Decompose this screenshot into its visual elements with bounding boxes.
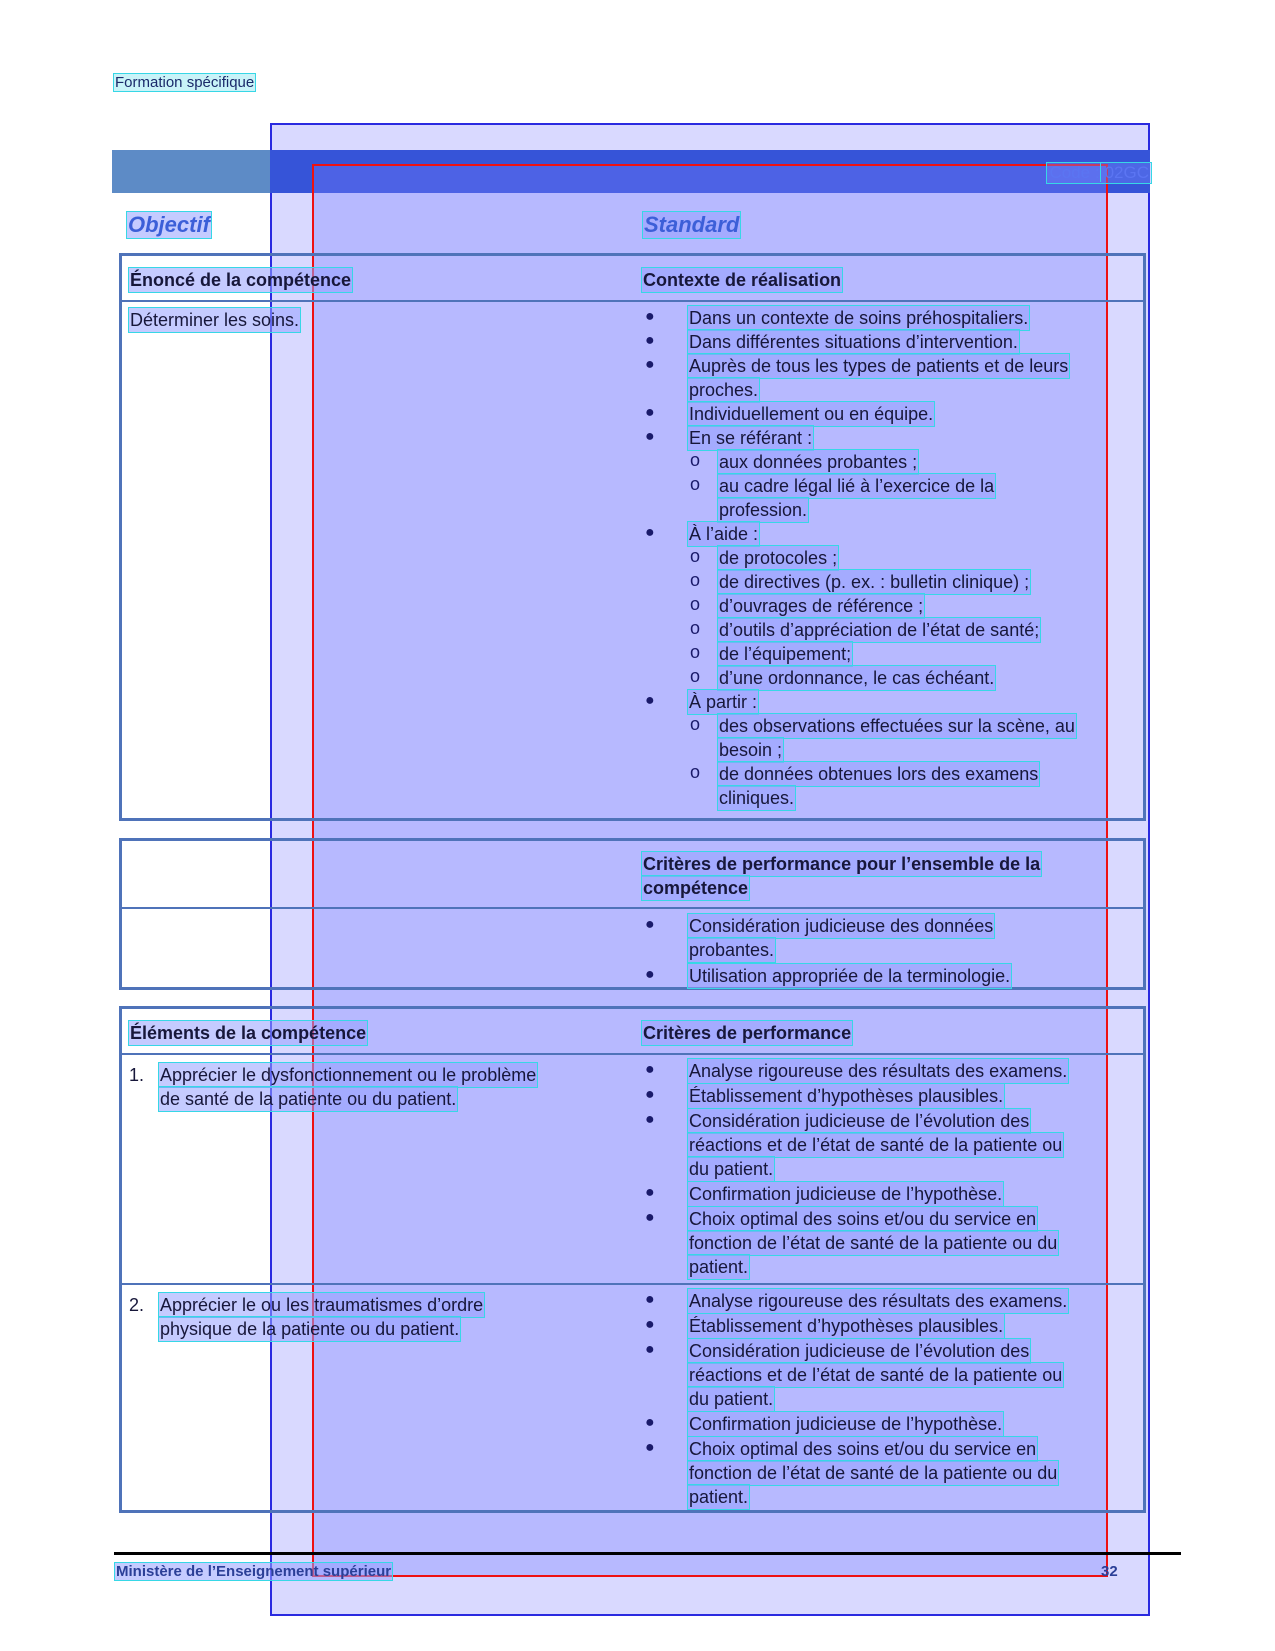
contexte-item: Dans différentes situations d’intervention. (689, 332, 1018, 352)
criterion-line: réactions et de l’état de santé de la patiente ou (689, 1135, 1063, 1155)
criterion-line: Choix optimal des soins et/ou du service en (689, 1439, 1037, 1459)
sub-bullet-icon (690, 546, 700, 567)
contexte-subitem: d’outils d’appréciation de l’état de santé; (719, 620, 1040, 640)
element-text-cont: de santé de la patiente ou du patient. (160, 1089, 457, 1109)
bullet-icon (645, 692, 655, 710)
bullet-icon (645, 356, 655, 374)
criterion-line: fonction de l’état de santé de la patiente ou du (689, 1233, 1058, 1253)
element-text: Apprécier le dysfonctionnement ou le problème (160, 1065, 537, 1085)
bullet-icon (645, 1316, 655, 1334)
footer-ministry: Ministère de l’Enseignement supérieur (116, 1563, 392, 1580)
bullet-icon (645, 1111, 655, 1129)
criterion-line: Établissement d’hypothèses plausibles. (689, 1316, 1004, 1336)
element-number: 1. (129, 1065, 145, 1085)
criterion-line: du patient. (689, 1159, 774, 1179)
bullet-icon (645, 428, 655, 446)
contexte-item: À partir : (689, 692, 758, 712)
contexte-item-cont: proches. (689, 380, 759, 400)
sub-bullet-icon (690, 474, 700, 495)
criterion-line: Confirmation judicieuse de l’hypothèse. (689, 1184, 1003, 1204)
bullet-icon (645, 524, 655, 542)
ensemble-heading-2: compétence (643, 878, 749, 898)
contexte-subitem-cont: cliniques. (719, 788, 795, 808)
sub-bullet-icon (690, 714, 700, 735)
criterion-line: Analyse rigoureuse des résultats des examens. (689, 1061, 1068, 1081)
bullet-icon (645, 1291, 655, 1309)
bullet-icon (645, 308, 655, 326)
bullet-icon (645, 1184, 655, 1202)
bullet-icon (645, 1341, 655, 1359)
sub-bullet-icon (690, 666, 700, 687)
criterion-line: Établissement d’hypothèses plausibles. (689, 1086, 1004, 1106)
sub-bullet-icon (690, 642, 700, 663)
bullet-icon (645, 1439, 655, 1457)
contexte-subitem-cont: profession. (719, 500, 808, 520)
criterion-line: patient. (689, 1487, 749, 1507)
contexte-item: En se référant : (689, 428, 813, 448)
contexte-subitem: aux données probantes ; (719, 452, 918, 472)
ensemble-item-cont: probantes. (689, 940, 775, 960)
criterion-line: patient. (689, 1257, 749, 1277)
criterion-line: Considération judicieuse de l’évolution des (689, 1111, 1030, 1131)
sub-bullet-icon (690, 594, 700, 615)
bullet-icon (645, 332, 655, 350)
contexte-heading: Contexte de réalisation (643, 270, 842, 290)
code-label (1046, 162, 1152, 184)
sub-bullet-icon (690, 762, 700, 783)
contexte-subitem: de l’équipement; (719, 644, 852, 664)
contexte-subitem: au cadre légal lié à l’exercice de la (719, 476, 995, 496)
criterion-line: Confirmation judicieuse de l’hypothèse. (689, 1414, 1003, 1434)
bullet-icon (645, 966, 655, 984)
criteres-heading: Critères de performance (643, 1023, 852, 1043)
ensemble-heading-1: Critères de performance pour l’ensemble de la (643, 854, 1041, 874)
criterion-line: Analyse rigoureuse des résultats des examens. (689, 1291, 1068, 1311)
ensemble-item: Considération judicieuse des données (689, 916, 994, 936)
criterion-line: fonction de l’état de santé de la patiente ou du (689, 1463, 1058, 1483)
contexte-subitem: de directives (p. ex. : bulletin clinique) ; (719, 572, 1030, 592)
enonce-text: Déterminer les soins. (130, 310, 300, 330)
contexte-subitem: d’une ordonnance, le cas échéant. (719, 668, 995, 688)
contexte-item: À l’aide : (689, 524, 759, 544)
element-text: Apprécier le ou les traumatismes d’ordre (160, 1295, 484, 1315)
ensemble-item: Utilisation appropriée de la terminologie. (689, 966, 1011, 986)
contexte-subitem-cont: besoin ; (719, 740, 783, 760)
contexte-subitem: de données obtenues lors des examens (719, 764, 1039, 784)
objectif-title: Objectif (128, 212, 210, 237)
panel-divider (122, 300, 1143, 302)
contexte-item: Individuellement ou en équipe. (689, 404, 934, 424)
code-label-text: Code : (1049, 163, 1100, 182)
bullet-icon (645, 1414, 655, 1432)
footer-rule (114, 1552, 1181, 1555)
enonce-heading: Énoncé de la compétence (130, 270, 352, 290)
criterion-line: réactions et de l’état de santé de la patiente ou (689, 1365, 1063, 1385)
criterion-line: du patient. (689, 1389, 774, 1409)
bullet-icon (645, 916, 655, 934)
bullet-icon (645, 1061, 655, 1079)
standard-title: Standard (644, 212, 740, 237)
contexte-subitem: de protocoles ; (719, 548, 838, 568)
page-number: 32 (1101, 1563, 1118, 1580)
sub-bullet-icon (690, 570, 700, 591)
sub-bullet-icon (690, 618, 700, 639)
bullet-icon (645, 1086, 655, 1104)
element-text-cont: physique de la patiente ou du patient. (160, 1319, 460, 1339)
contexte-item: Auprès de tous les types de patients et de leurs (689, 356, 1069, 376)
criterion-line: Choix optimal des soins et/ou du service en (689, 1209, 1037, 1229)
panel-divider (122, 1053, 1143, 1055)
criterion-line: Considération judicieuse de l’évolution des (689, 1341, 1030, 1361)
element-number: 2. (129, 1295, 145, 1315)
elements-heading: Éléments de la compétence (130, 1023, 367, 1043)
bullet-icon (645, 404, 655, 422)
sub-bullet-icon (690, 450, 700, 471)
contexte-subitem: des observations effectuées sur la scène, au (719, 716, 1075, 736)
contexte-subitem: d’ouvrages de référence ; (719, 596, 924, 616)
contexte-item: Dans un contexte de soins préhospitaliers. (689, 308, 1029, 328)
code-value: 02GC (1100, 163, 1149, 182)
panel-divider (122, 907, 1143, 909)
bullet-icon (645, 1209, 655, 1227)
running-head: Formation spécifique (115, 74, 255, 91)
panel-divider (122, 1283, 1143, 1285)
